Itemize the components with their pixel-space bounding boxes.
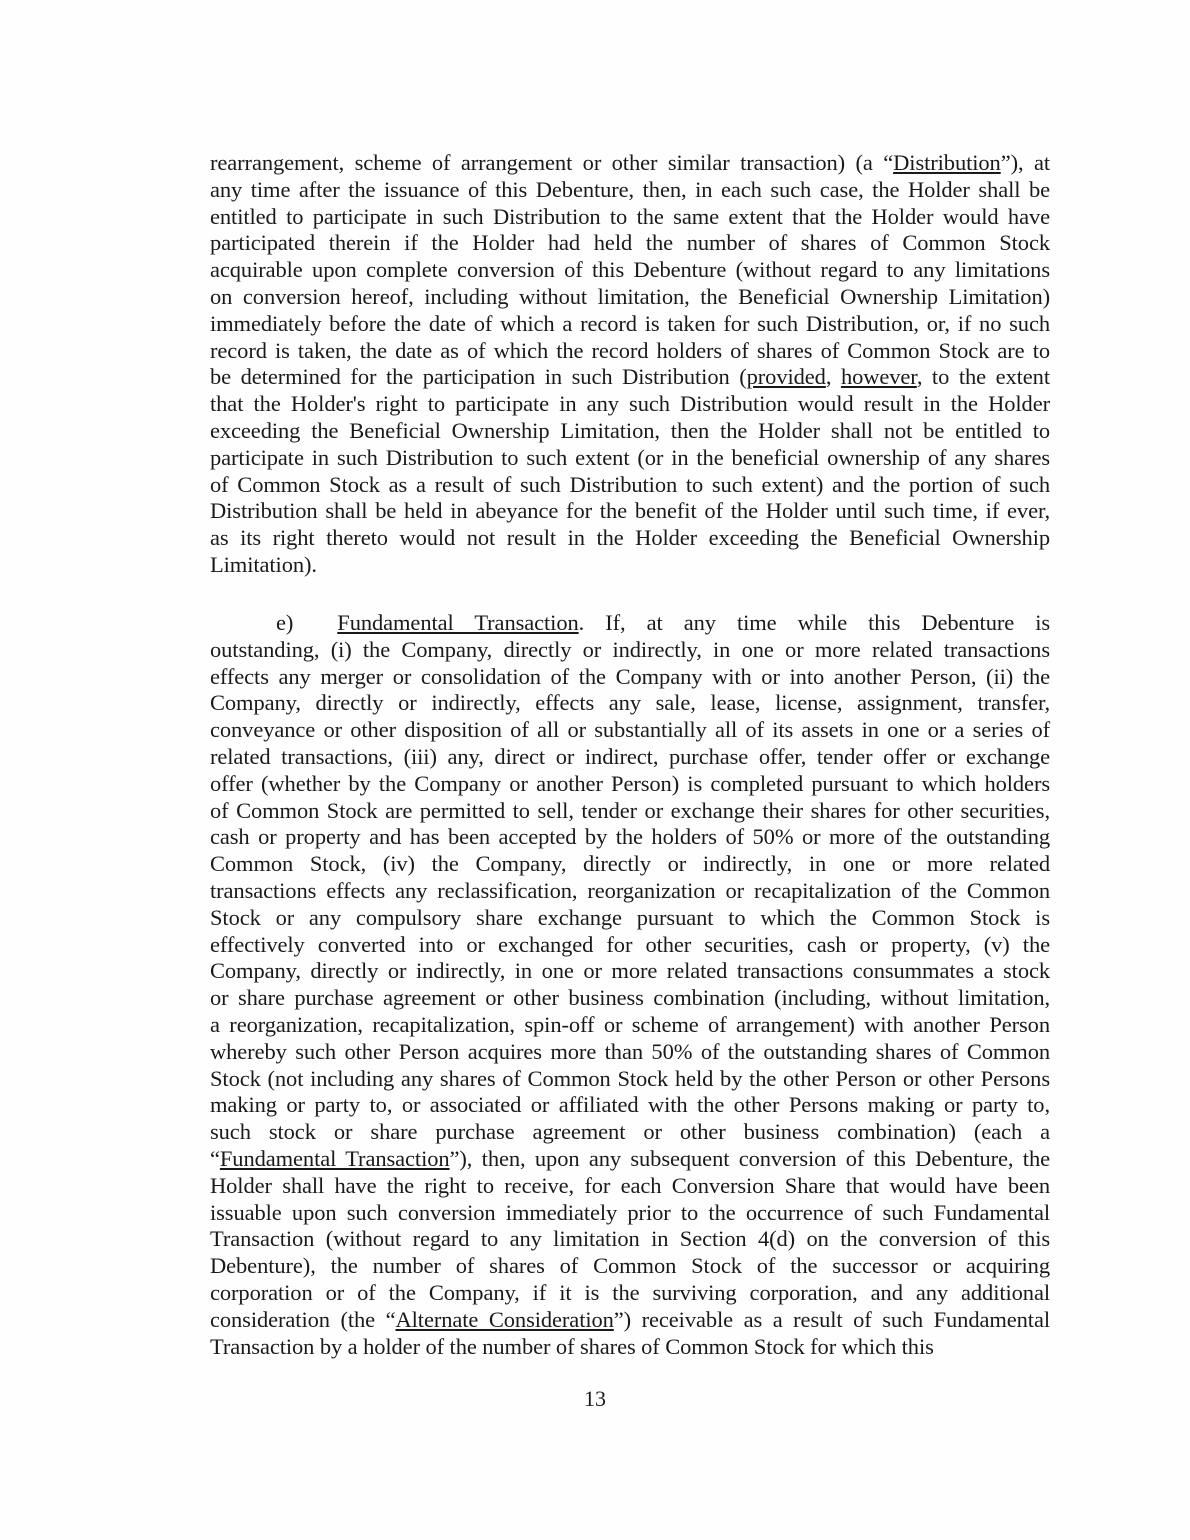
text-line bbox=[210, 1307, 1050, 1334]
text-run: Stock (not including any shares of Common Stock held by the other Person or other Persons bbox=[210, 1065, 1050, 1091]
text-run: transactions effects any reclassification, reorganization or recapitalization of the Common bbox=[210, 877, 1050, 903]
text-run: be determined for the participation in such Distribution ( bbox=[210, 364, 747, 390]
text-line bbox=[210, 204, 1050, 231]
text-run: a reorganization, recapitalization, spin-off or scheme of arrangement) with another Person bbox=[210, 1011, 1050, 1037]
text-line bbox=[210, 1092, 1050, 1119]
text-run: , to the extent bbox=[916, 364, 1050, 390]
text-line bbox=[210, 771, 1050, 798]
text-line bbox=[210, 905, 1050, 932]
text-run: corporation or of the Company, if it is the surviving corporation, and any additional bbox=[210, 1279, 1050, 1305]
text-run: ”) receivable as a result of such Fundamental bbox=[613, 1306, 1050, 1332]
text-line bbox=[210, 177, 1050, 204]
text-line bbox=[210, 311, 1050, 338]
text-line bbox=[210, 418, 1050, 445]
text-line bbox=[210, 637, 1050, 664]
text-run: that the Holder's right to participate in any such Distribution would result in the Holder bbox=[210, 391, 1050, 417]
text-line bbox=[210, 851, 1050, 878]
text-line bbox=[210, 932, 1050, 959]
text-run: related transactions, (iii) any, direct or indirect, purchase offer, tender offer or exchange bbox=[210, 743, 1050, 769]
text-line bbox=[210, 552, 1050, 579]
text-line bbox=[210, 230, 1050, 257]
text-run: issuable upon such conversion immediately prior to the occurrence of such Fundamental bbox=[210, 1199, 1050, 1225]
text-run: Holder shall have the right to receive, for each Conversion Share that would have been bbox=[210, 1172, 1050, 1198]
text-line bbox=[210, 610, 1050, 637]
text-line bbox=[210, 1173, 1050, 1200]
text-run: cash or property and has been accepted by the holders of 50% or more of the outstanding bbox=[210, 824, 1050, 850]
defined-term: Fundamental Transaction bbox=[219, 1145, 450, 1171]
text-line bbox=[210, 257, 1050, 284]
text-line bbox=[210, 498, 1050, 525]
text-line bbox=[210, 798, 1050, 825]
text-line bbox=[210, 1280, 1050, 1307]
page-number: 13 bbox=[584, 1386, 606, 1411]
text-run: on conversion hereof, including without limitation, the Beneficial Ownership Limitation) bbox=[210, 283, 1050, 309]
text-line bbox=[210, 1012, 1050, 1039]
text-line bbox=[210, 1039, 1050, 1066]
defined-term: provided bbox=[746, 364, 826, 390]
text-run: such stock or share purchase agreement or other business combination) (each a bbox=[210, 1119, 1050, 1145]
text-line bbox=[210, 824, 1050, 851]
text-run: participate in such Distribution to such extent (or in the beneficial ownership of any shares bbox=[210, 444, 1050, 470]
text-run: Stock or any compulsory share exchange pursuant to which the Common Stock is bbox=[210, 904, 1050, 930]
text-run: of Common Stock as a result of such Distribution to such extent) and the portion of such bbox=[210, 471, 1050, 497]
text-run: consideration (the “ bbox=[210, 1306, 396, 1332]
defined-term: Distribution bbox=[893, 150, 1001, 175]
text-run: Transaction by a holder of the number of shares of Common Stock for which this bbox=[210, 1333, 934, 1359]
text-run: Company, directly or indirectly, in one or more related transactions consummates a stock bbox=[210, 958, 1050, 984]
text-line bbox=[210, 150, 1050, 177]
text-run: . If, at any time while this Debenture is bbox=[578, 610, 1051, 635]
text-run: Common Stock, (iv) the Company, directly or indirectly, in one or more related bbox=[210, 851, 1050, 877]
text-line bbox=[210, 284, 1050, 311]
text-line bbox=[210, 445, 1050, 472]
text-line bbox=[210, 364, 1050, 391]
text-line bbox=[210, 717, 1050, 744]
text-line bbox=[210, 1119, 1050, 1146]
text-line bbox=[210, 1253, 1050, 1280]
text-line bbox=[210, 878, 1050, 905]
text-run: ”), then, upon any subsequent conversion of this Debenture, the bbox=[449, 1145, 1050, 1171]
text-run: of Common Stock are permitted to sell, tender or exchange their shares for other securities, bbox=[210, 797, 1050, 823]
text-line bbox=[210, 1146, 1050, 1173]
text-line bbox=[210, 664, 1050, 691]
text-run: effects any merger or consolidation of the Company with or into another Person, (ii) the bbox=[210, 663, 1050, 689]
paragraph-fundamental-transaction bbox=[210, 610, 1050, 1360]
text-line bbox=[210, 744, 1050, 771]
text-line bbox=[210, 525, 1050, 552]
paragraph-distribution bbox=[210, 150, 1050, 579]
text-run: Limitation). bbox=[210, 551, 317, 577]
text-run: ”), at bbox=[1000, 150, 1050, 175]
text-run: rearrangement, scheme of arrangement or other similar transaction) (a “ bbox=[210, 150, 894, 175]
text-line bbox=[210, 958, 1050, 985]
section-marker: e) bbox=[276, 610, 294, 635]
text-run: conveyance or other disposition of all or substantially all of its assets in one or a series of bbox=[210, 717, 1050, 743]
section-heading: Fundamental Transaction bbox=[337, 610, 579, 635]
text-line bbox=[210, 1226, 1050, 1253]
text-run: acquirable upon complete conversion of this Debenture (without regard to any limitations bbox=[210, 257, 1050, 283]
text-run: Transaction (without regard to any limitation in Section 4(d) on the conversion of this bbox=[210, 1226, 1050, 1252]
text-run: making or party to, or associated or affiliated with the other Persons making or party to, bbox=[210, 1092, 1050, 1118]
defined-term: Alternate Consideration bbox=[395, 1306, 614, 1332]
text-line bbox=[210, 338, 1050, 365]
text-line bbox=[210, 472, 1050, 499]
text-run: outstanding, (i) the Company, directly or indirectly, in one or more related transactions bbox=[210, 636, 1050, 662]
text-run: participated therein if the Holder had held the number of shares of Common Stock bbox=[210, 230, 1050, 256]
text-line bbox=[210, 1334, 1050, 1361]
text-run: any time after the issuance of this Debenture, then, in each such case, the Holder shall be bbox=[210, 176, 1050, 202]
text-run: record is taken, the date as of which the record holders of shares of Common Stock are to bbox=[210, 337, 1050, 363]
text-run: Distribution shall be held in abeyance for the benefit of the Holder until such time, if ever, bbox=[210, 498, 1050, 524]
text-run: Company, directly or indirectly, effects any sale, lease, license, assignment, transfer, bbox=[210, 690, 1050, 716]
text-run: entitled to participate in such Distribution to the same extent that the Holder would have bbox=[210, 203, 1050, 229]
text-run: , bbox=[825, 364, 841, 390]
text-run: whereby such other Person acquires more than 50% of the outstanding shares of Common bbox=[210, 1038, 1050, 1064]
text-line bbox=[210, 1066, 1050, 1093]
text-run: Debenture), the number of shares of Common Stock of the successor or acquiring bbox=[210, 1253, 1050, 1279]
text-line bbox=[210, 391, 1050, 418]
text-run: exceeding the Beneficial Ownership Limitation, then the Holder shall not be entitled to bbox=[210, 417, 1050, 443]
text-run: or share purchase agreement or other business combination (including, without limitation, bbox=[210, 985, 1050, 1011]
text-line bbox=[210, 690, 1050, 717]
text-run: immediately before the date of which a record is taken for such Distribution, or, if no such bbox=[210, 310, 1050, 336]
defined-term: however bbox=[840, 364, 917, 390]
text-line bbox=[210, 1200, 1050, 1227]
text-run: “ bbox=[210, 1145, 220, 1171]
text-run: effectively converted into or exchanged for other securities, cash or property, (v) the bbox=[210, 931, 1050, 957]
text-run: as its right thereto would not result in the Holder exceeding the Beneficial Ownership bbox=[210, 525, 1050, 551]
text-line bbox=[210, 985, 1050, 1012]
text-run: offer (whether by the Company or another Person) is completed pursuant to which holders bbox=[210, 770, 1050, 796]
